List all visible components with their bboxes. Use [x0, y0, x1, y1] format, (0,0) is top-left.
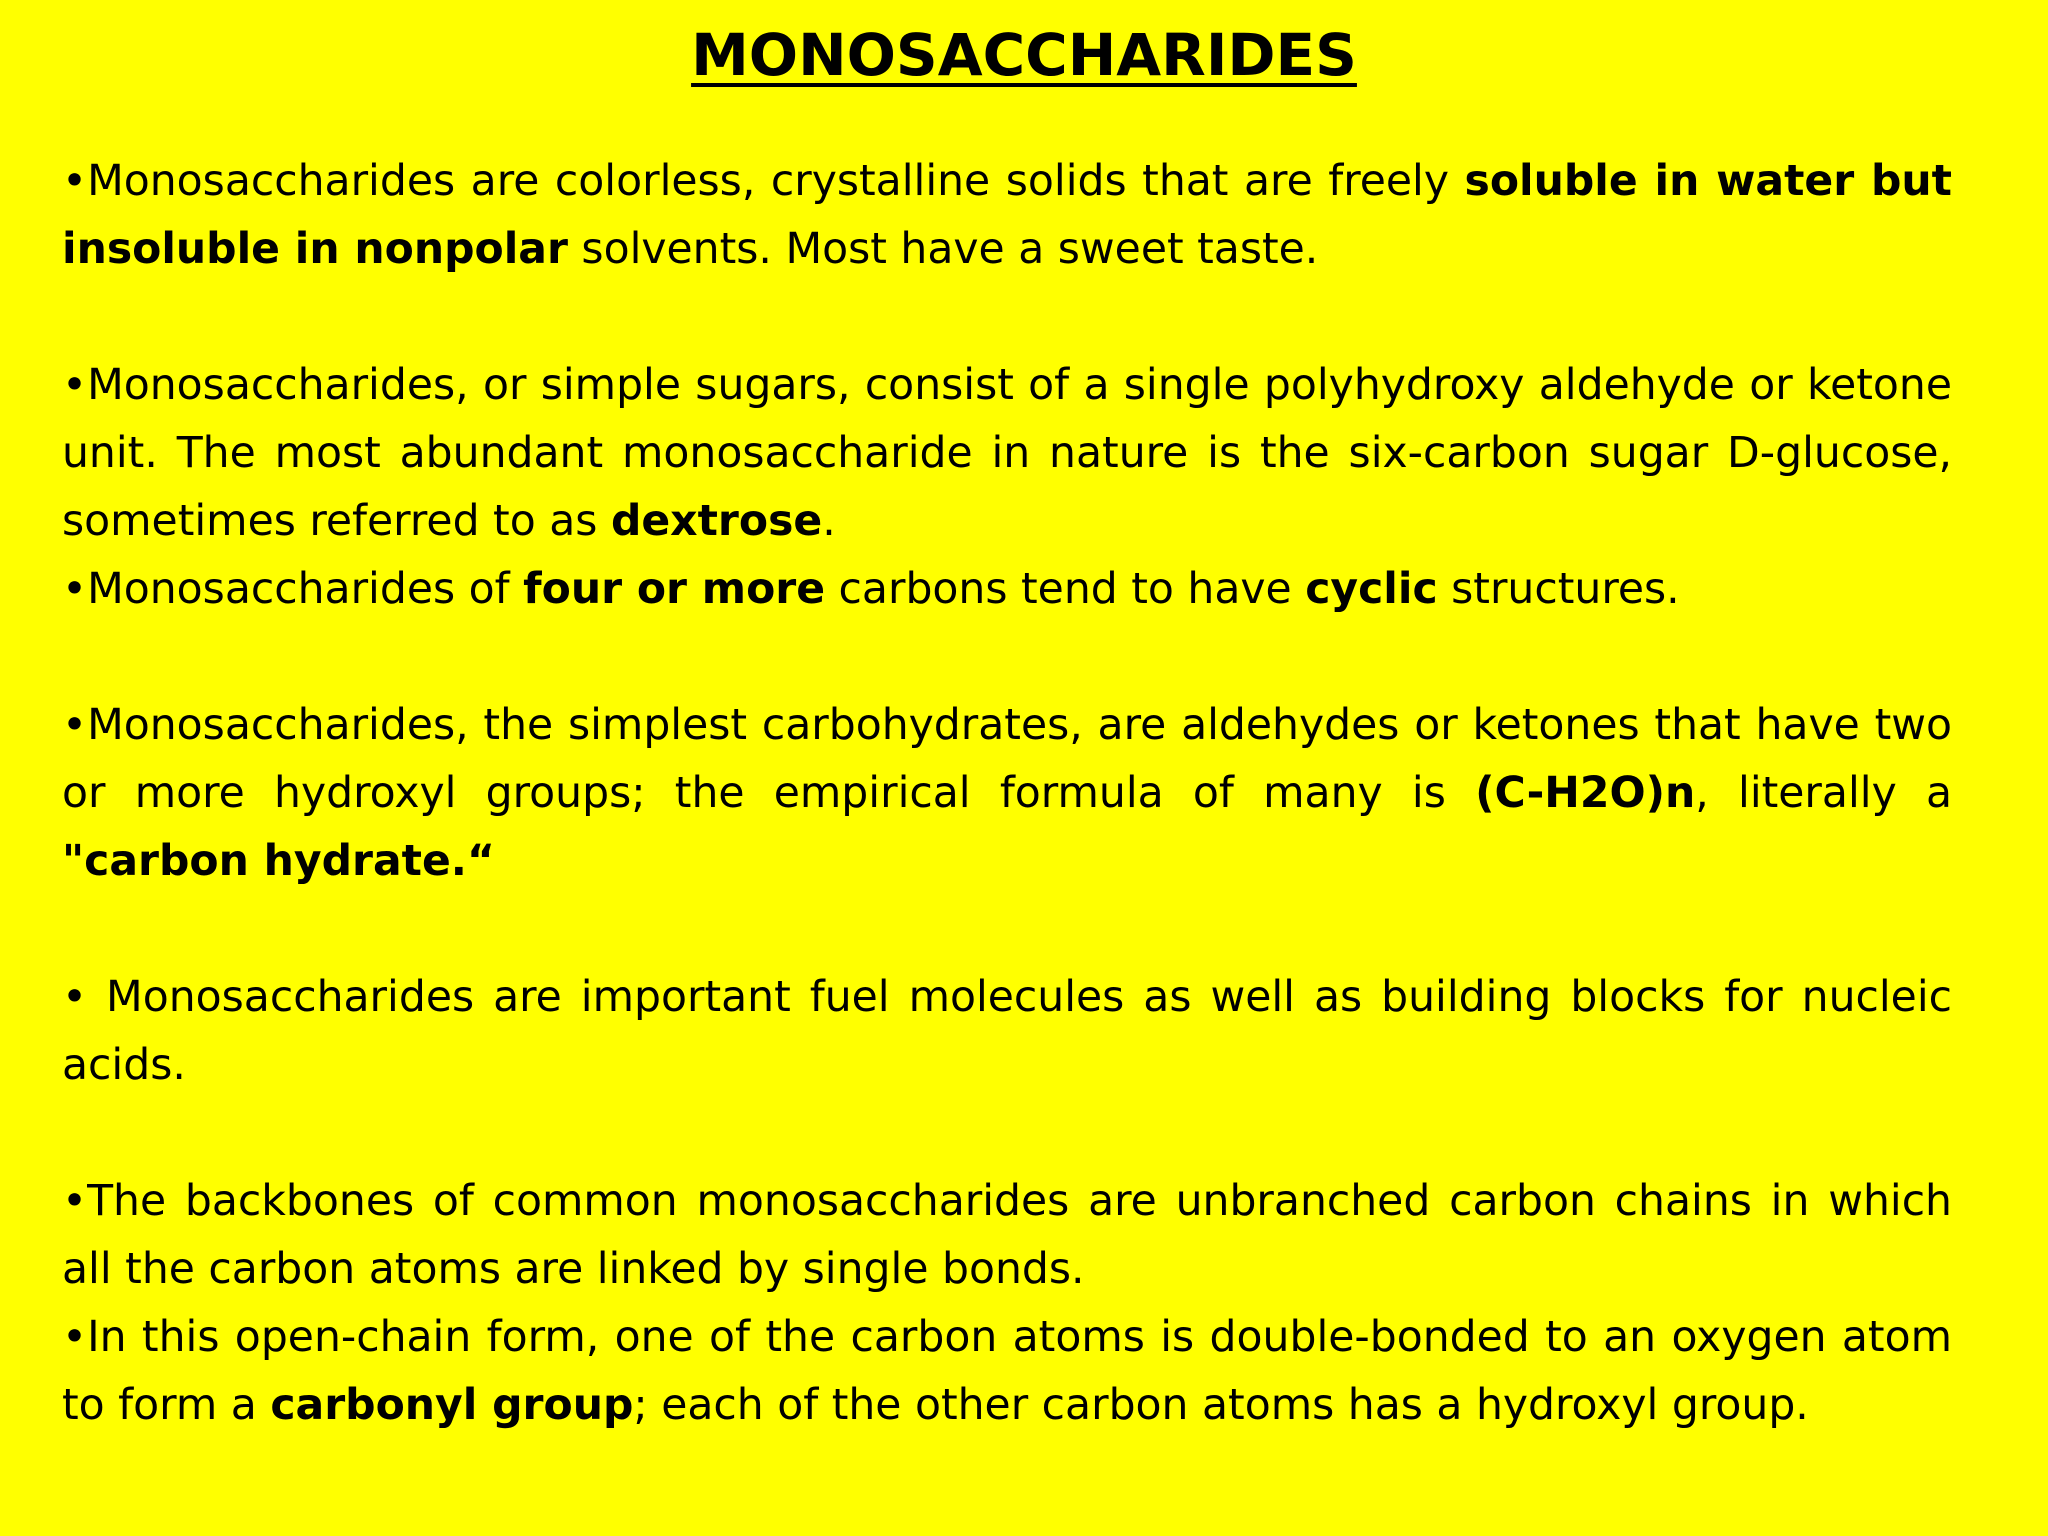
- paragraph-text: carbons tend to have: [825, 565, 1306, 614]
- paragraph-text: solvents. Most have a sweet taste.: [567, 225, 1319, 274]
- bullet-paragraph: [62, 556, 1952, 624]
- bold-text: carbonyl group: [270, 1381, 634, 1430]
- paragraph-text: Monosaccharides are important fuel molecules as well as building blocks for nucleic acids.: [62, 973, 1952, 1090]
- slide-title-text: MONOSACCHARIDES: [691, 21, 1357, 89]
- bold-text: soluble in water but insoluble in nonpolar: [62, 157, 1952, 274]
- bullet-paragraph: [62, 352, 1952, 556]
- spacer: [62, 896, 1952, 964]
- paragraph-text: , literally a: [1695, 769, 1952, 818]
- paragraph-text: Monosaccharides, or simple sugars, consist of a single polyhydroxy aldehyde or ketone unit. The most abundant monosaccharide in nature is the six-carbon sugar D-glucose, sometimes referred to as: [62, 361, 1952, 546]
- bullet-paragraph: [62, 692, 1952, 896]
- paragraph-text: Monosaccharides are colorless, crystalline solids that are freely: [87, 157, 1465, 206]
- paragraph-text: ; each of the other carbon atoms has a hydroxyl group.: [633, 1381, 1809, 1430]
- paragraph-text: In this open-chain form, one of the carbon atoms is double-bonded to an oxygen atom to form a: [62, 1313, 1952, 1430]
- paragraph-text: Monosaccharides, the simplest carbohydrates, are aldehydes or ketones that have two or more hydroxyl groups; the empirical formula of many is: [62, 701, 1952, 818]
- paragraph-text: Monosaccharides of: [87, 565, 524, 614]
- spacer: [62, 284, 1952, 352]
- bullet-icon: •: [62, 701, 88, 750]
- bullet-icon: •: [62, 361, 88, 410]
- bullet-icon: •: [62, 565, 88, 614]
- bullet-paragraph: [62, 1304, 1952, 1440]
- bold-text: four or more: [523, 565, 826, 614]
- bold-text: (C-H2O)n: [1475, 769, 1696, 818]
- bullet-paragraph: [62, 964, 1952, 1100]
- bold-text: dextrose: [610, 497, 823, 546]
- bullet-icon: •: [62, 157, 88, 206]
- paragraph-text: structures.: [1437, 565, 1680, 614]
- bullet-icon: •: [62, 973, 107, 1022]
- spacer: [62, 1100, 1952, 1168]
- bullet-icon: •: [62, 1313, 88, 1362]
- paragraph-text: .: [822, 497, 836, 546]
- spacer: [62, 624, 1952, 692]
- slide-body: [62, 148, 1952, 1440]
- bullet-icon: •: [62, 1177, 88, 1226]
- bullet-paragraph: [62, 148, 1952, 284]
- bold-text: "carbon hydrate.“: [62, 837, 495, 886]
- bullet-paragraph: [62, 1168, 1952, 1304]
- bold-text: cyclic: [1305, 565, 1438, 614]
- paragraph-text: The backbones of common monosaccharides are unbranched carbon chains in which all the carbon atoms are linked by single bonds.: [62, 1177, 1952, 1294]
- slide-title: [0, 14, 2048, 96]
